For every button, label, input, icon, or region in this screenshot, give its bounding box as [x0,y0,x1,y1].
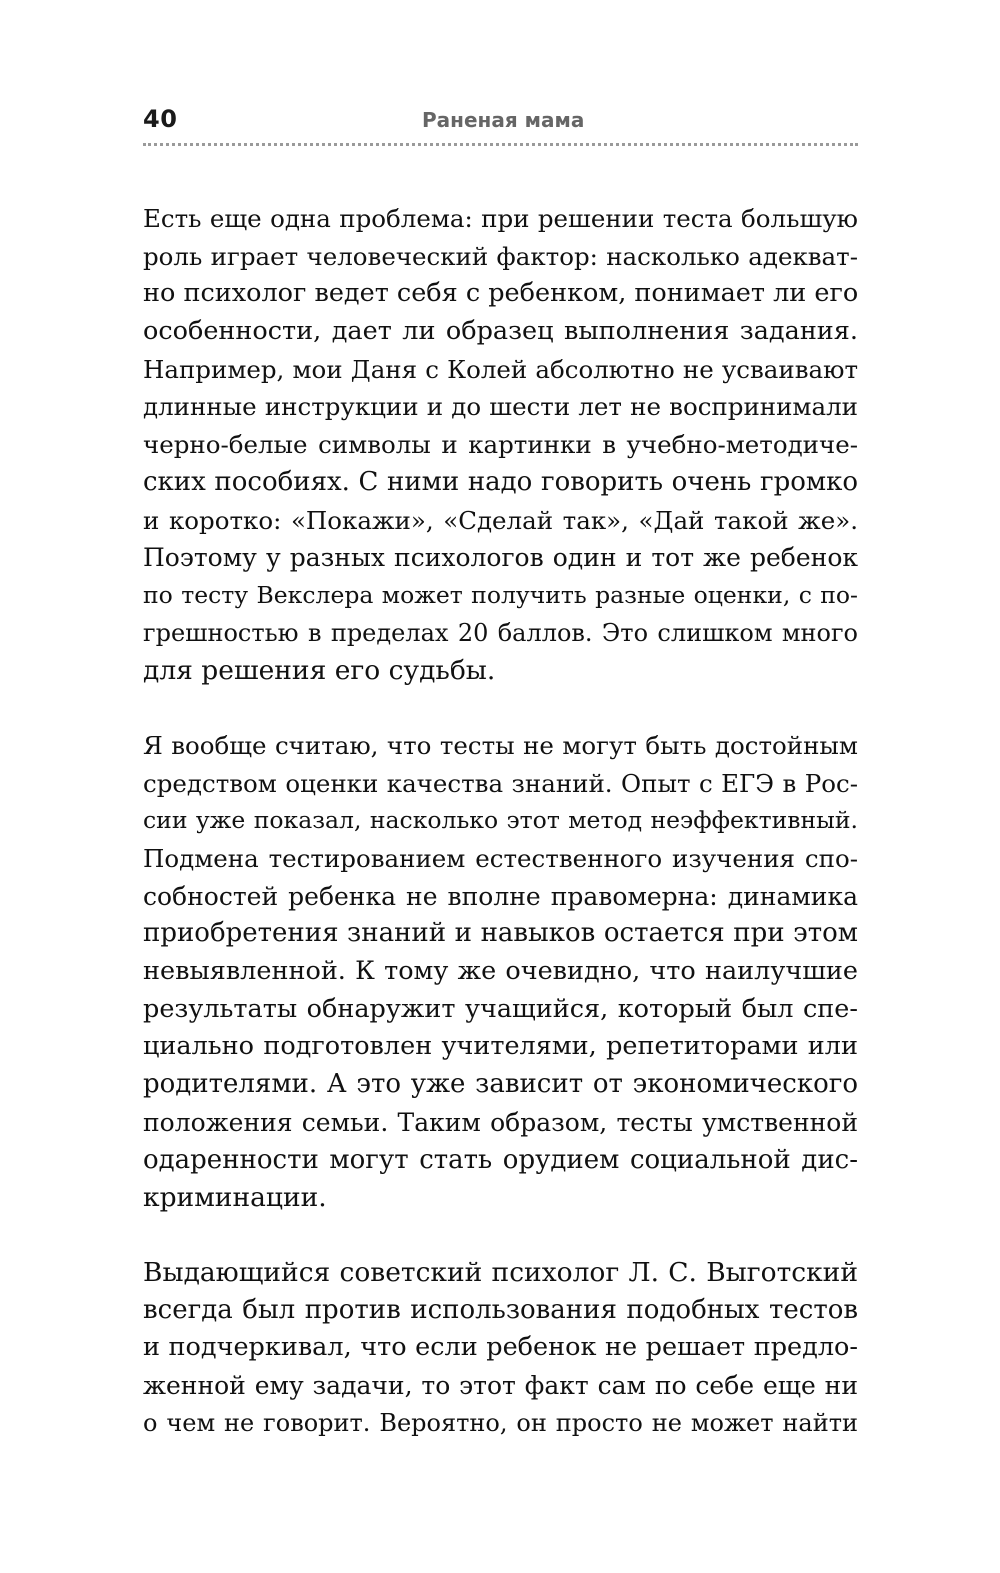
body-text [143,200,858,1479]
text-line: роль играет человеческий фактор: насколько адекват- [143,241,858,271]
paragraph-1 [143,200,858,690]
text-line: длинные инструкции и до шести лет не воспринимали [143,392,858,422]
text-line: по тесту Векслера может получить разные оценки, с по- [143,580,858,609]
text-line: Например, мои Даня с Колей абсолютно не усваивают [143,354,858,384]
text-line: и коротко: «Покажи», «Сделай так», «Дай такой же». [143,505,858,535]
text-line: одаренности могут стать орудием социальной дис- [143,1144,858,1175]
text-line: циально подготовлен учителями, репетиторами или [143,1031,858,1062]
text-line: женной ему задачи, то этот факт сам по себе еще ни [143,1370,858,1400]
text-line: результаты обнаружит учащийся, который был спе- [143,993,858,1024]
text-line: особенности, дает ли образец выполнения задания. [143,316,858,347]
text-line: для решения его судьбы. [143,655,496,687]
running-head [143,103,858,143]
text-line: положения семьи. Таким образом, тесты умственной [143,1107,858,1137]
text-line: средством оценки качества знаний. Опыт с ЕГЭ в Рос- [143,768,858,798]
text-line: но психолог ведет себя с ребенком, понимает ли его [143,278,858,309]
text-line: ских пособиях. С ними надо говорить очень громко [143,466,858,497]
text-line: приобретения знаний и навыков остается при этом [143,918,858,949]
text-line: о чем не говорит. Вероятно, он просто не может найти [143,1408,858,1437]
page-number: 40 [143,105,178,133]
header-dotted-divider [143,143,858,146]
text-line: и подчеркивал, что если ребенок не решает предло- [143,1332,858,1363]
text-line: собностей ребенка не вполне правомерна: динамика [143,881,858,911]
paragraph-3 [143,1254,858,1442]
text-line: родителями. А это уже зависит от экономического [143,1069,858,1100]
paragraph-2 [143,727,858,1217]
text-line: Я вообще считаю, что тесты не могут быть достойным [143,730,858,760]
text-line: Подмена тестированием естественного изучения спо- [143,844,858,873]
text-line: всегда был против использования подобных тестов [143,1294,858,1325]
text-line: Выдающийся советский психолог Л. С. Выготский [143,1256,858,1288]
text-line: черно-белые символы и картинки в учебно-методиче- [143,430,858,460]
text-line: Поэтому у разных психологов один и тот же ребенок [143,543,858,573]
text-line: криминации. [143,1182,327,1214]
text-line: невыявленной. К тому же очевидно, что наилучшие [143,956,858,987]
text-line: сии уже показал, насколько этот метод неэффективный. [143,806,858,835]
book-title: Раненая мама [422,108,585,132]
text-line: грешностью в пределах 20 баллов. Это слишком много [143,618,858,647]
text-line: Есть еще одна проблема: при решении теста большую [143,204,858,233]
